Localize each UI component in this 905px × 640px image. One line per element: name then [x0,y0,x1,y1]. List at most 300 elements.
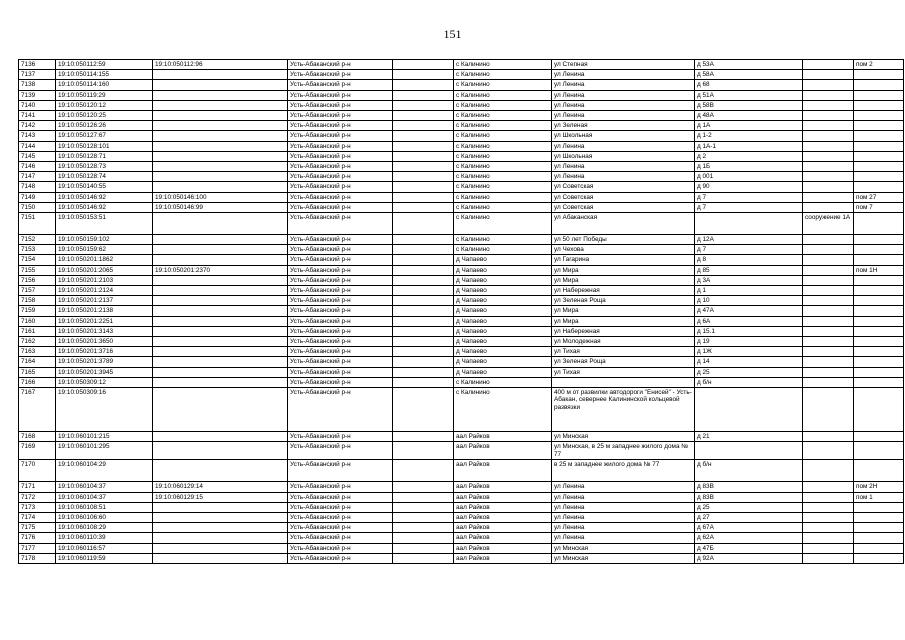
table-cell: ул Советская [552,182,695,192]
table-cell [393,141,454,151]
table-cell: пом 2Н [854,482,904,492]
table-cell: Усть-Абаканский р-н [288,100,393,110]
table-cell: Усть-Абаканский р-н [288,377,393,387]
table-cell: д 51А [695,90,803,100]
table-cell [393,255,454,265]
table-cell: 19:10:050201:3789 [56,357,153,367]
table-cell [153,245,288,255]
table-cell: Усть-Абаканский р-н [288,245,393,255]
table-cell: 19:10:050201:3716 [56,347,153,357]
table-cell: 19:10:050128:71 [56,151,153,161]
table-cell [393,482,454,492]
table-cell: с Калинино [454,100,552,110]
table-cell [854,213,904,235]
table-cell [393,131,454,141]
table-cell: 19:10:050201:1862 [56,255,153,265]
table-cell [393,265,454,275]
table-cell: 19:10:050114:160 [56,80,153,90]
table-cell: Усть-Абаканский р-н [288,235,393,245]
table-cell [393,286,454,296]
table-cell: 7147 [19,172,56,182]
table-cell: ул Гагарина [552,255,695,265]
table-cell: 7159 [19,306,56,316]
table-cell: д 1-2 [695,131,803,141]
table-cell [153,533,288,543]
table-cell [854,553,904,563]
table-cell: ул Ленина [552,502,695,512]
table-cell [153,306,288,316]
table-cell: 19:10:050309:12 [56,377,153,387]
table-cell: ул Тихая [552,347,695,357]
table-cell: ул Набережная [552,286,695,296]
table-row [19,326,904,336]
table-cell: д 14 [695,357,803,367]
table-cell: д 1А [695,121,803,131]
table-cell: аал Райков [454,492,552,502]
table-cell [153,80,288,90]
table-cell [803,492,854,502]
table-cell: 19:10:060116:57 [56,543,153,553]
table-cell [803,502,854,512]
table-cell: 19:10:050146:100 [153,192,288,202]
table-cell: Усть-Абаканский р-н [288,512,393,522]
table-cell: Усть-Абаканский р-н [288,162,393,172]
table-cell [854,172,904,182]
table-cell: Усть-Абаканский р-н [288,326,393,336]
table-cell: 7142 [19,121,56,131]
table-cell: ул Набережная [552,326,695,336]
table-cell: Усть-Абаканский р-н [288,460,393,482]
table-cell: ул Минская [552,553,695,563]
table-cell: д 3А [695,275,803,285]
table-cell: 19:10:050126:26 [56,121,153,131]
table-cell: с Калинино [454,377,552,387]
table-cell: аал Райков [454,502,552,512]
table-cell: с Калинино [454,172,552,182]
table-cell: ул Советская [552,202,695,212]
table-cell [153,316,288,326]
table-cell [153,182,288,192]
table-cell: аал Райков [454,523,552,533]
table-cell: д Чапаево [454,275,552,285]
table-cell: Усть-Абаканский р-н [288,121,393,131]
table-cell: Усть-Абаканский р-н [288,296,393,306]
table-cell: д Чапаево [454,265,552,275]
table-row [19,192,904,202]
table-cell: д 2 [695,151,803,161]
table-cell: д 1А-1 [695,141,803,151]
table-row [19,172,904,182]
table-cell: 19:10:050201:3650 [56,337,153,347]
table-cell: ул Ленина [552,523,695,533]
table-cell: 7167 [19,388,56,432]
table-cell: Усть-Абаканский р-н [288,367,393,377]
table-cell: ул Абаканская [552,213,695,235]
table-cell: 7178 [19,553,56,563]
table-cell [803,316,854,326]
table-cell [393,202,454,212]
table-row [19,460,904,482]
table-cell: 400 м от развилки автодороги "Енисей" - Усть-Абакан, севернее Калининской кольцевой развязки [552,388,695,432]
table-cell: д 19 [695,337,803,347]
table-cell: д 7 [695,202,803,212]
table-cell: ул Ленина [552,492,695,502]
table-cell: Усть-Абаканский р-н [288,347,393,357]
table-cell [153,111,288,121]
table-cell [854,442,904,460]
table-cell: 7157 [19,286,56,296]
table-cell: ул Ленина [552,533,695,543]
table-cell [803,235,854,245]
table-cell [393,442,454,460]
table-cell [854,377,904,387]
table-cell: Усть-Абаканский р-н [288,172,393,182]
table-cell [854,460,904,482]
table-cell: д 53А [695,60,803,70]
table-cell: д 21 [695,432,803,442]
table-cell [153,460,288,482]
table-cell: 19:10:050201:2251 [56,316,153,326]
table-cell: 7165 [19,367,56,377]
table-cell: д Чапаево [454,296,552,306]
table-cell [393,296,454,306]
table-cell [393,460,454,482]
table-cell [854,337,904,347]
table-cell: ул Молодежная [552,337,695,347]
table-cell: ул Степная [552,60,695,70]
table-row [19,111,904,121]
table-cell: пом 27 [854,192,904,202]
table-row [19,90,904,100]
table-cell [803,442,854,460]
table-cell: аал Райков [454,533,552,543]
table-cell [803,172,854,182]
table-cell: Усть-Абаканский р-н [288,111,393,121]
table-cell: 19:10:050112:59 [56,60,153,70]
table-cell: д 1 [695,286,803,296]
table-cell: 19:10:050201:2065 [56,265,153,275]
table-cell: пом 7 [854,202,904,212]
table-cell: Усть-Абаканский р-н [288,553,393,563]
table-cell [854,388,904,432]
table-cell: д Чапаево [454,255,552,265]
table-cell [153,432,288,442]
table-cell: 19:10:050120:12 [56,100,153,110]
table-cell: Усть-Абаканский р-н [288,492,393,502]
table-cell: 7136 [19,60,56,70]
table-cell: ул Мира [552,306,695,316]
table-cell [803,255,854,265]
table-cell [803,326,854,336]
table-cell [803,275,854,285]
table-cell: д 90 [695,182,803,192]
table-cell: 7140 [19,100,56,110]
table-cell [803,337,854,347]
table-cell: 19:10:050114:155 [56,70,153,80]
table-cell [803,553,854,563]
table-cell: 19:10:050201:2103 [56,275,153,285]
table-cell: 7138 [19,80,56,90]
table-cell: с Калинино [454,141,552,151]
table-cell [803,543,854,553]
table-cell: 7149 [19,192,56,202]
table-cell [393,533,454,543]
table-cell: Усть-Абаканский р-н [288,533,393,543]
table-cell [393,162,454,172]
table-cell [803,357,854,367]
table-cell: 19:10:050128:73 [56,162,153,172]
table-cell [393,70,454,80]
table-cell: ул Тихая [552,367,695,377]
table-cell: 19:10:050146:99 [153,202,288,212]
table-cell: ул Мира [552,275,695,285]
table-cell [393,523,454,533]
table-cell: 19:10:060101:295 [56,442,153,460]
table-cell: Усть-Абаканский р-н [288,432,393,442]
table-cell [153,357,288,367]
table-cell: 19:10:050146:92 [56,192,153,202]
table-cell: 7139 [19,90,56,100]
table-cell: аал Райков [454,432,552,442]
table-cell [854,306,904,316]
table-cell: д 47Б [695,543,803,553]
table-cell: 7153 [19,245,56,255]
table-cell: с Калинино [454,151,552,161]
table-cell: ул Школьная [552,131,695,141]
table-cell: 19:10:050201:3945 [56,367,153,377]
table-cell: с Калинино [454,388,552,432]
table-cell [803,151,854,161]
table-cell: д 12А [695,235,803,245]
table-cell [854,131,904,141]
table-cell: ул Ленина [552,162,695,172]
table-cell: д 7 [695,192,803,202]
table-cell: 7174 [19,512,56,522]
table-cell: 19:10:060104:37 [56,492,153,502]
table-cell [393,377,454,387]
table-cell [552,377,695,387]
table-cell: Усть-Абаканский р-н [288,442,393,460]
table-cell: с Калинино [454,90,552,100]
table-cell: 7152 [19,235,56,245]
table-cell [393,172,454,182]
table-cell: 7173 [19,502,56,512]
table-cell: д 6А [695,316,803,326]
table-cell [803,192,854,202]
table-cell [803,141,854,151]
table-cell [854,533,904,543]
table-row [19,543,904,553]
table-cell: ул Чехова [552,245,695,255]
table-cell [854,347,904,357]
table-cell: 19:10:050201:2124 [56,286,153,296]
table-cell: Усть-Абаканский р-н [288,337,393,347]
table-cell: д 58В [695,100,803,110]
table-cell: д 8 [695,255,803,265]
table-row [19,202,904,212]
table-cell [854,502,904,512]
table-cell: с Калинино [454,121,552,131]
table-cell [393,367,454,377]
table-row [19,347,904,357]
table-cell [153,131,288,141]
table-cell [153,377,288,387]
table-row [19,141,904,151]
table-cell [803,523,854,533]
table-cell [393,502,454,512]
table-cell [153,523,288,533]
table-cell: 7176 [19,533,56,543]
table-cell: аал Райков [454,512,552,522]
table-cell: 7163 [19,347,56,357]
table-cell: 19:10:060110:39 [56,533,153,543]
table-cell: 7160 [19,316,56,326]
table-cell: 19:10:050140:55 [56,182,153,192]
table-row [19,388,904,432]
table-cell [854,316,904,326]
table-cell [803,182,854,192]
table-cell [803,202,854,212]
table-cell: аал Райков [454,482,552,492]
table-cell [803,162,854,172]
table-cell [803,70,854,80]
table-cell: с Калинино [454,245,552,255]
table-cell [854,141,904,151]
table-cell [854,100,904,110]
table-cell: 19:10:050201:3143 [56,326,153,336]
table-cell: ул Ленина [552,70,695,80]
table-cell: Усть-Абаканский р-н [288,286,393,296]
table-cell: с Калинино [454,60,552,70]
table-cell [153,286,288,296]
table-cell [153,337,288,347]
table-cell [393,100,454,110]
table-cell: д 83В [695,482,803,492]
table-cell [854,286,904,296]
table-cell: 7170 [19,460,56,482]
table-cell [854,245,904,255]
table-cell: д 85 [695,265,803,275]
table-cell: 7145 [19,151,56,161]
table-cell [393,326,454,336]
table-cell: 19:10:060104:37 [56,482,153,492]
table-cell [393,245,454,255]
table-cell: 7144 [19,141,56,151]
table-cell [153,553,288,563]
table-cell: Усть-Абаканский р-н [288,388,393,432]
table-cell [393,275,454,285]
table-cell: 7155 [19,265,56,275]
table-cell: д Чапаево [454,306,552,316]
table-cell [695,213,803,235]
table-row [19,265,904,275]
table-cell: д Чапаево [454,357,552,367]
table-cell [393,182,454,192]
table-cell [803,296,854,306]
table-cell: с Калинино [454,111,552,121]
table-row [19,306,904,316]
table-row [19,245,904,255]
table-cell [854,151,904,161]
table-cell: 7166 [19,377,56,387]
table-cell: Усть-Абаканский р-н [288,306,393,316]
table-cell [153,70,288,80]
table-cell: ул Ленина [552,90,695,100]
table-cell [803,80,854,90]
table-cell: д 62А [695,533,803,543]
table-cell [803,432,854,442]
table-cell: д 67А [695,523,803,533]
table-row [19,286,904,296]
table-cell: ул Ленина [552,141,695,151]
table-cell: 7156 [19,275,56,285]
table-cell: д 7 [695,245,803,255]
table-row [19,235,904,245]
table-cell [803,388,854,432]
table-cell [695,442,803,460]
table-cell: д Чапаево [454,347,552,357]
table-cell: 19:10:050201:2370 [153,265,288,275]
table-cell [695,388,803,432]
table-cell: Усть-Абаканский р-н [288,357,393,367]
table-cell [153,141,288,151]
table-cell [393,60,454,70]
table-cell: Усть-Абаканский р-н [288,255,393,265]
table-cell [854,326,904,336]
table-cell [803,245,854,255]
table-cell [153,121,288,131]
table-cell: 19:10:050127:67 [56,131,153,141]
table-row [19,100,904,110]
table-cell [393,80,454,90]
table-cell: 19:10:050201:2138 [56,306,153,316]
table-cell [393,235,454,245]
table-cell: 7158 [19,296,56,306]
table-cell [153,347,288,357]
table-cell: Усть-Абаканский р-н [288,131,393,141]
table-cell: д 1Ж [695,347,803,357]
table-row [19,131,904,141]
table-cell [393,347,454,357]
table-row [19,316,904,326]
table-row [19,60,904,70]
table-cell: с Калинино [454,235,552,245]
table-cell [153,326,288,336]
table-cell: д 001 [695,172,803,182]
table-row [19,337,904,347]
table-cell [153,162,288,172]
table-cell: пом 1Н [854,265,904,275]
table-cell: д б/н [695,460,803,482]
table-cell: аал Райков [454,460,552,482]
table-cell [153,512,288,522]
table-cell [854,182,904,192]
table-cell: 19:10:050128:74 [56,172,153,182]
table-cell: 19:10:060104:29 [56,460,153,482]
table-cell: с Калинино [454,70,552,80]
table-cell: Усть-Абаканский р-н [288,60,393,70]
table-cell [393,357,454,367]
table-cell [854,255,904,265]
table-cell: д 92А [695,553,803,563]
table-cell [393,192,454,202]
table-cell [803,131,854,141]
table-cell [153,275,288,285]
table-cell: 19:10:060108:29 [56,523,153,533]
table-cell [153,213,288,235]
table-cell [153,388,288,432]
table-cell [393,316,454,326]
